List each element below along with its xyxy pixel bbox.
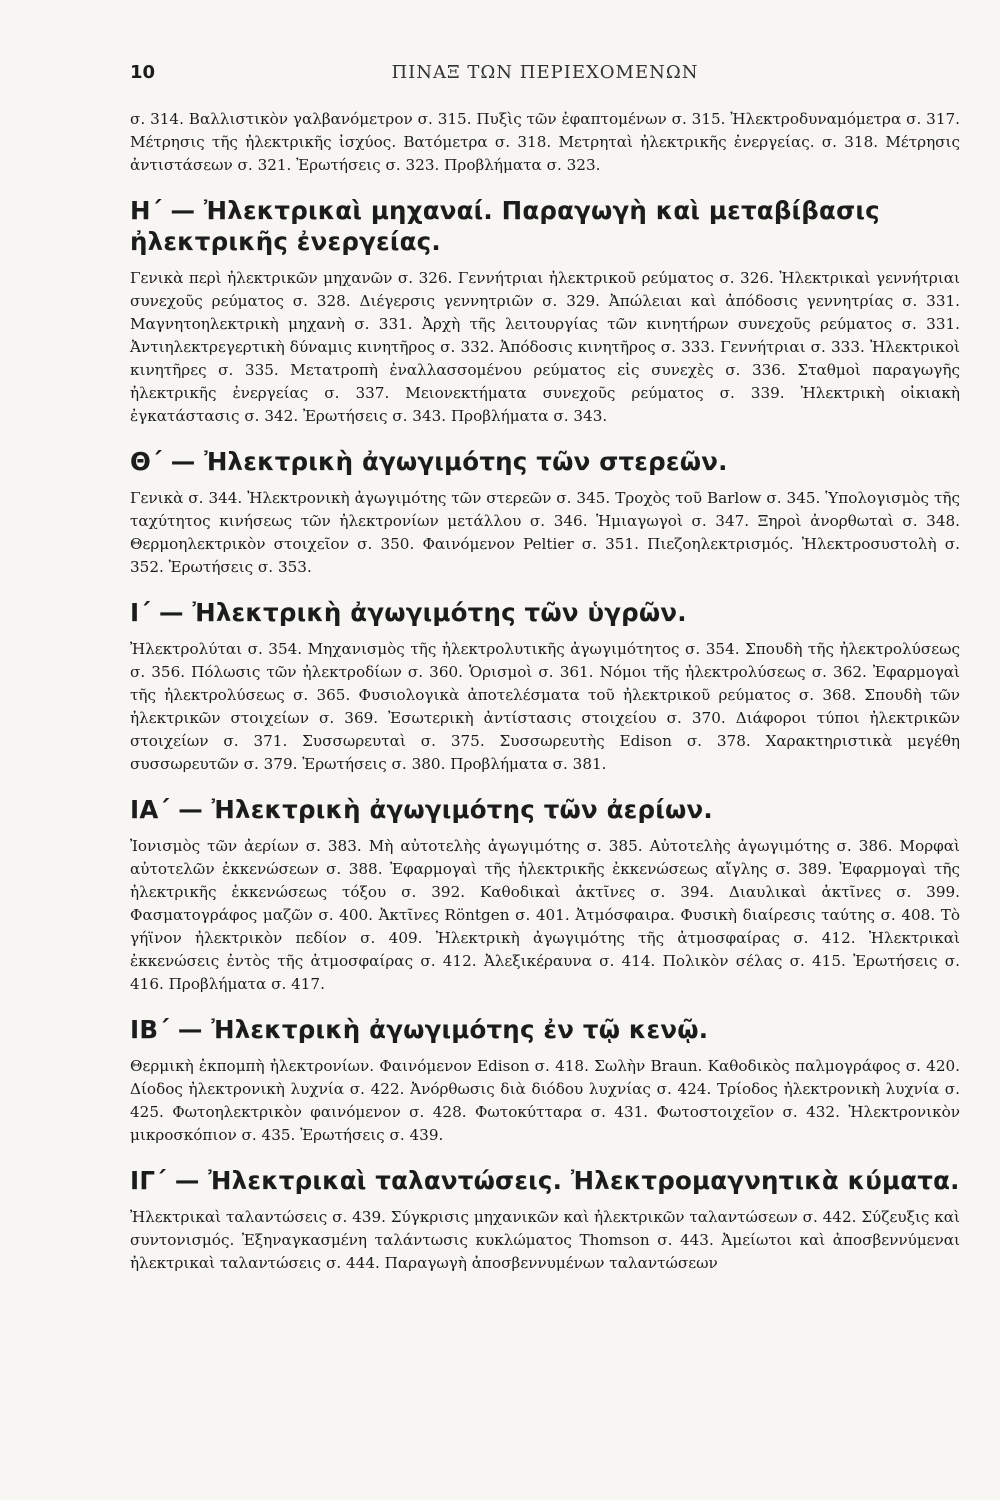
chapter-heading: Θ΄ — Ἠλεκτρικὴ ἀγωγιμότης τῶν στερεῶν. [130,447,728,476]
chapter-entries: Ἰονισμὸς τῶν ἀερίων σ. 383. Μὴ αὐτοτελὴς ἀγωγιμότης σ. 385. Αὐτοτελὴς ἀγωγιμότης σ. 386. Μορφαὶ αὐτοτελῶν ἐκκενώσεων σ. 388. Ἐφαρμογαὶ τῆς ἠλεκτρικῆς ἐκκενώσεως αἴγλης σ. 389. Ἐφαρμογαὶ τῆς ἠλεκτρικῆς ἐκκενώσεως τόξου σ. 392. Καθοδικαὶ ἀκτῖνες σ. 394. Διαυλικαὶ ἀκτῖνες σ. 399. Φασματογράφος μαζῶν σ. 400. Ἀκτῖνες Röntgen σ. 401. Ἀτμόσφαιρα. Φυσικὴ διαίρεσις ταύτης σ. 408. Τὸ γήϊνον ἠλεκτρικὸν πεδίον σ. 409. Ἠλεκτρικὴ ἀγωγιμότης τῆς ἀτμοσφαίρας σ. 412. Ἠλεκτρικαὶ ἐκκενώσεις ἐντὸς τῆς ἀτμοσφαίρας σ. 412. Ἀλεξικέραυνα σ. 414. Πολικὸν σέλας σ. 415. Ἐρωτήσεις σ. 416. Προβλήματα σ. 417. [130,837,960,993]
chapter-section [130,1165,960,1275]
chapter-entries: Ἠλεκτρολύται σ. 354. Μηχανισμὸς τῆς ἠλεκτρολυτικῆς ἀγωγιμότητος σ. 354. Σπουδὴ τῆς ἠλεκτρολύσεως σ. 356. Πόλωσις τῶν ἠλεκτροδίων σ. 360. Ὁρισμοὶ σ. 361. Νόμοι τῆς ἠλεκτρολύσεως σ. 362. Ἐφαρμογαὶ τῆς ἠλεκτρολύσεως σ. 365. Φυσιολογικὰ ἀποτελέσματα τοῦ ἠλεκτρικοῦ ρεύματος σ. 368. Σπουδὴ τῶν ἠλεκτρικῶν στοιχείων σ. 369. Ἐσωτερικὴ ἀντίστασις στοιχείου σ. 370. Διάφοροι τύποι ἠλεκτρικῶν στοιχείων σ. 371. Συσσωρευταὶ σ. 375. Συσσωρευτὴς Edison σ. 378. Χαρακτηριστικὰ μεγέθη συσσωρευτῶν σ. 379. Ἐρωτήσεις σ. 380. Προβλήματα σ. 381. [130,640,960,773]
chapter-section [130,446,960,579]
chapter-section [130,195,960,428]
chapter-entries: Γενικὰ περὶ ἠλεκτρικῶν μηχανῶν σ. 326. Γεννήτριαι ἠλεκτρικοῦ ρεύματος σ. 326. Ἠλεκτρικαὶ γεννήτριαι συνεχοῦς ρεύματος σ. 328. Διέγερσις γεννητριῶν σ. 329. Ἀπώλειαι καὶ ἀπόδοσις γεννητρίας σ. 331. Μαγνητοηλεκτρικὴ μηχανὴ σ. 331. Ἀρχὴ τῆς λειτουργίας τῶν κινητήρων συνεχοῦς ρεύματος σ. 331. Ἀντιηλεκτρεγερτικὴ δύναμις κινητῆρος σ. 332. Ἀπόδοσις κινητῆρος σ. 333. Γεννήτριαι σ. 333. Ἠλεκτρικοὶ κινητῆρες σ. 335. Μετατροπὴ ἐναλλασσομένου ρεύματος εἰς συνεχὲς σ. 336. Σταθμοὶ παραγωγῆς ἠλεκτρικῆς ἐνεργείας σ. 337. Μειονεκτήματα συνεχοῦς ρεύματος σ. 339. Ἠλεκτρικὴ οἰκιακὴ ἐγκατάστασις σ. 342. Ἐρωτήσεις σ. 343. Προβλήματα σ. 343. [130,269,960,425]
chapter-heading: ΙΑ΄ — Ἠλεκτρικὴ ἀγωγιμότης τῶν ἀερίων. [130,795,713,824]
page-number: 10 [130,62,156,83]
chapter-heading: Ι΄ — Ἠλεκτρικὴ ἀγωγιμότης τῶν ὑγρῶν. [130,598,687,627]
intro-text: σ. 314. Βαλλιστικὸν γαλβανόμετρον σ. 315. Πυξὶς τῶν ἐφαπτομένων σ. 315. Ἠλεκτροδυναμόμετρα σ. 317. Μέτρησις τῆς ἠλεκτρικῆς ἰσχύος. Βατόμετρα σ. 318. Μετρηταὶ ἠλεκτρικῆς ἐνεργείας. σ. 318. Μέτρησις ἀντιστάσεων σ. 321. Ἐρωτήσεις σ. 323. Προβλήματα σ. 323. [130,110,960,174]
book-page [130,62,960,1275]
chapter-entries: Ἠλεκτρικαὶ ταλαντώσεις σ. 439. Σύγκρισις μηχανικῶν καὶ ἠλεκτρικῶν ταλαντώσεων σ. 442. Σύζευξις καὶ συντονισμός. Ἐξηναγκασμένη ταλάντωσις κυκλώματος Thomson σ. 443. Ἀμείωτοι καὶ ἀποσβεννύμεναι ἠλεκτρικαὶ ταλαντώσεις σ. 444. Παραγωγὴ ἀποσβεννυμένων ταλαντώσεων [130,1208,960,1272]
page-header [130,62,960,96]
running-title: ΠΙΝΑΞ ΤΩΝ ΠΕΡΙΕΧΟΜΕΝΩΝ [391,62,699,83]
chapter-heading: ΙΒ΄ — Ἠλεκτρικὴ ἀγωγιμότης ἐν τῷ κενῷ. [130,1015,709,1044]
chapter-heading: ΙΓ΄ — Ἠλεκτρικαὶ ταλαντώσεις. Ἠλεκτρομαγνητικὰ κύματα. [130,1166,960,1195]
intro-entries [130,108,960,177]
chapter-section [130,597,960,776]
chapter-heading: Η΄ — Ἠλεκτρικαὶ μηχαναί. Παραγωγὴ καὶ μεταβίβασις ἠλεκτρικῆς ἐνεργείας. [130,196,880,256]
chapter-entries: Θερμικὴ ἐκπομπὴ ἠλεκτρονίων. Φαινόμενον Edison σ. 418. Σωλὴν Braun. Καθοδικὸς παλμογράφος σ. 420. Δίοδος ἠλεκτρονικὴ λυχνία σ. 422. Ἀνόρθωσις διὰ διόδου λυχνίας σ. 424. Τρίοδος ἠλεκτρονικὴ λυχνία σ. 425. Φωτοηλεκτρικὸν φαινόμενον σ. 428. Φωτοκύτταρα σ. 431. Φωτοστοιχεῖον σ. 432. Ἠλεκτρονικὸν μικροσκόπιον σ. 435. Ἐρωτήσεις σ. 439. [130,1057,960,1144]
chapter-section [130,794,960,996]
chapter-entries: Γενικὰ σ. 344. Ἠλεκτρονικὴ ἀγωγιμότης τῶν στερεῶν σ. 345. Τροχὸς τοῦ Barlow σ. 345. Ὑπολογισμὸς τῆς ταχύτητος κινήσεως τῶν ἠλεκτρονίων μετάλλου σ. 346. Ἡμιαγωγοὶ σ. 347. Ξηροὶ ἀνορθωταὶ σ. 348. Θερμοηλεκτρικὸν στοιχεῖον σ. 350. Φαινόμενον Peltier σ. 351. Πιεζοηλεκτρισμός. Ἠλεκτροσυστολὴ σ. 352. Ἐρωτήσεις σ. 353. [130,489,960,576]
chapter-section [130,1014,960,1147]
